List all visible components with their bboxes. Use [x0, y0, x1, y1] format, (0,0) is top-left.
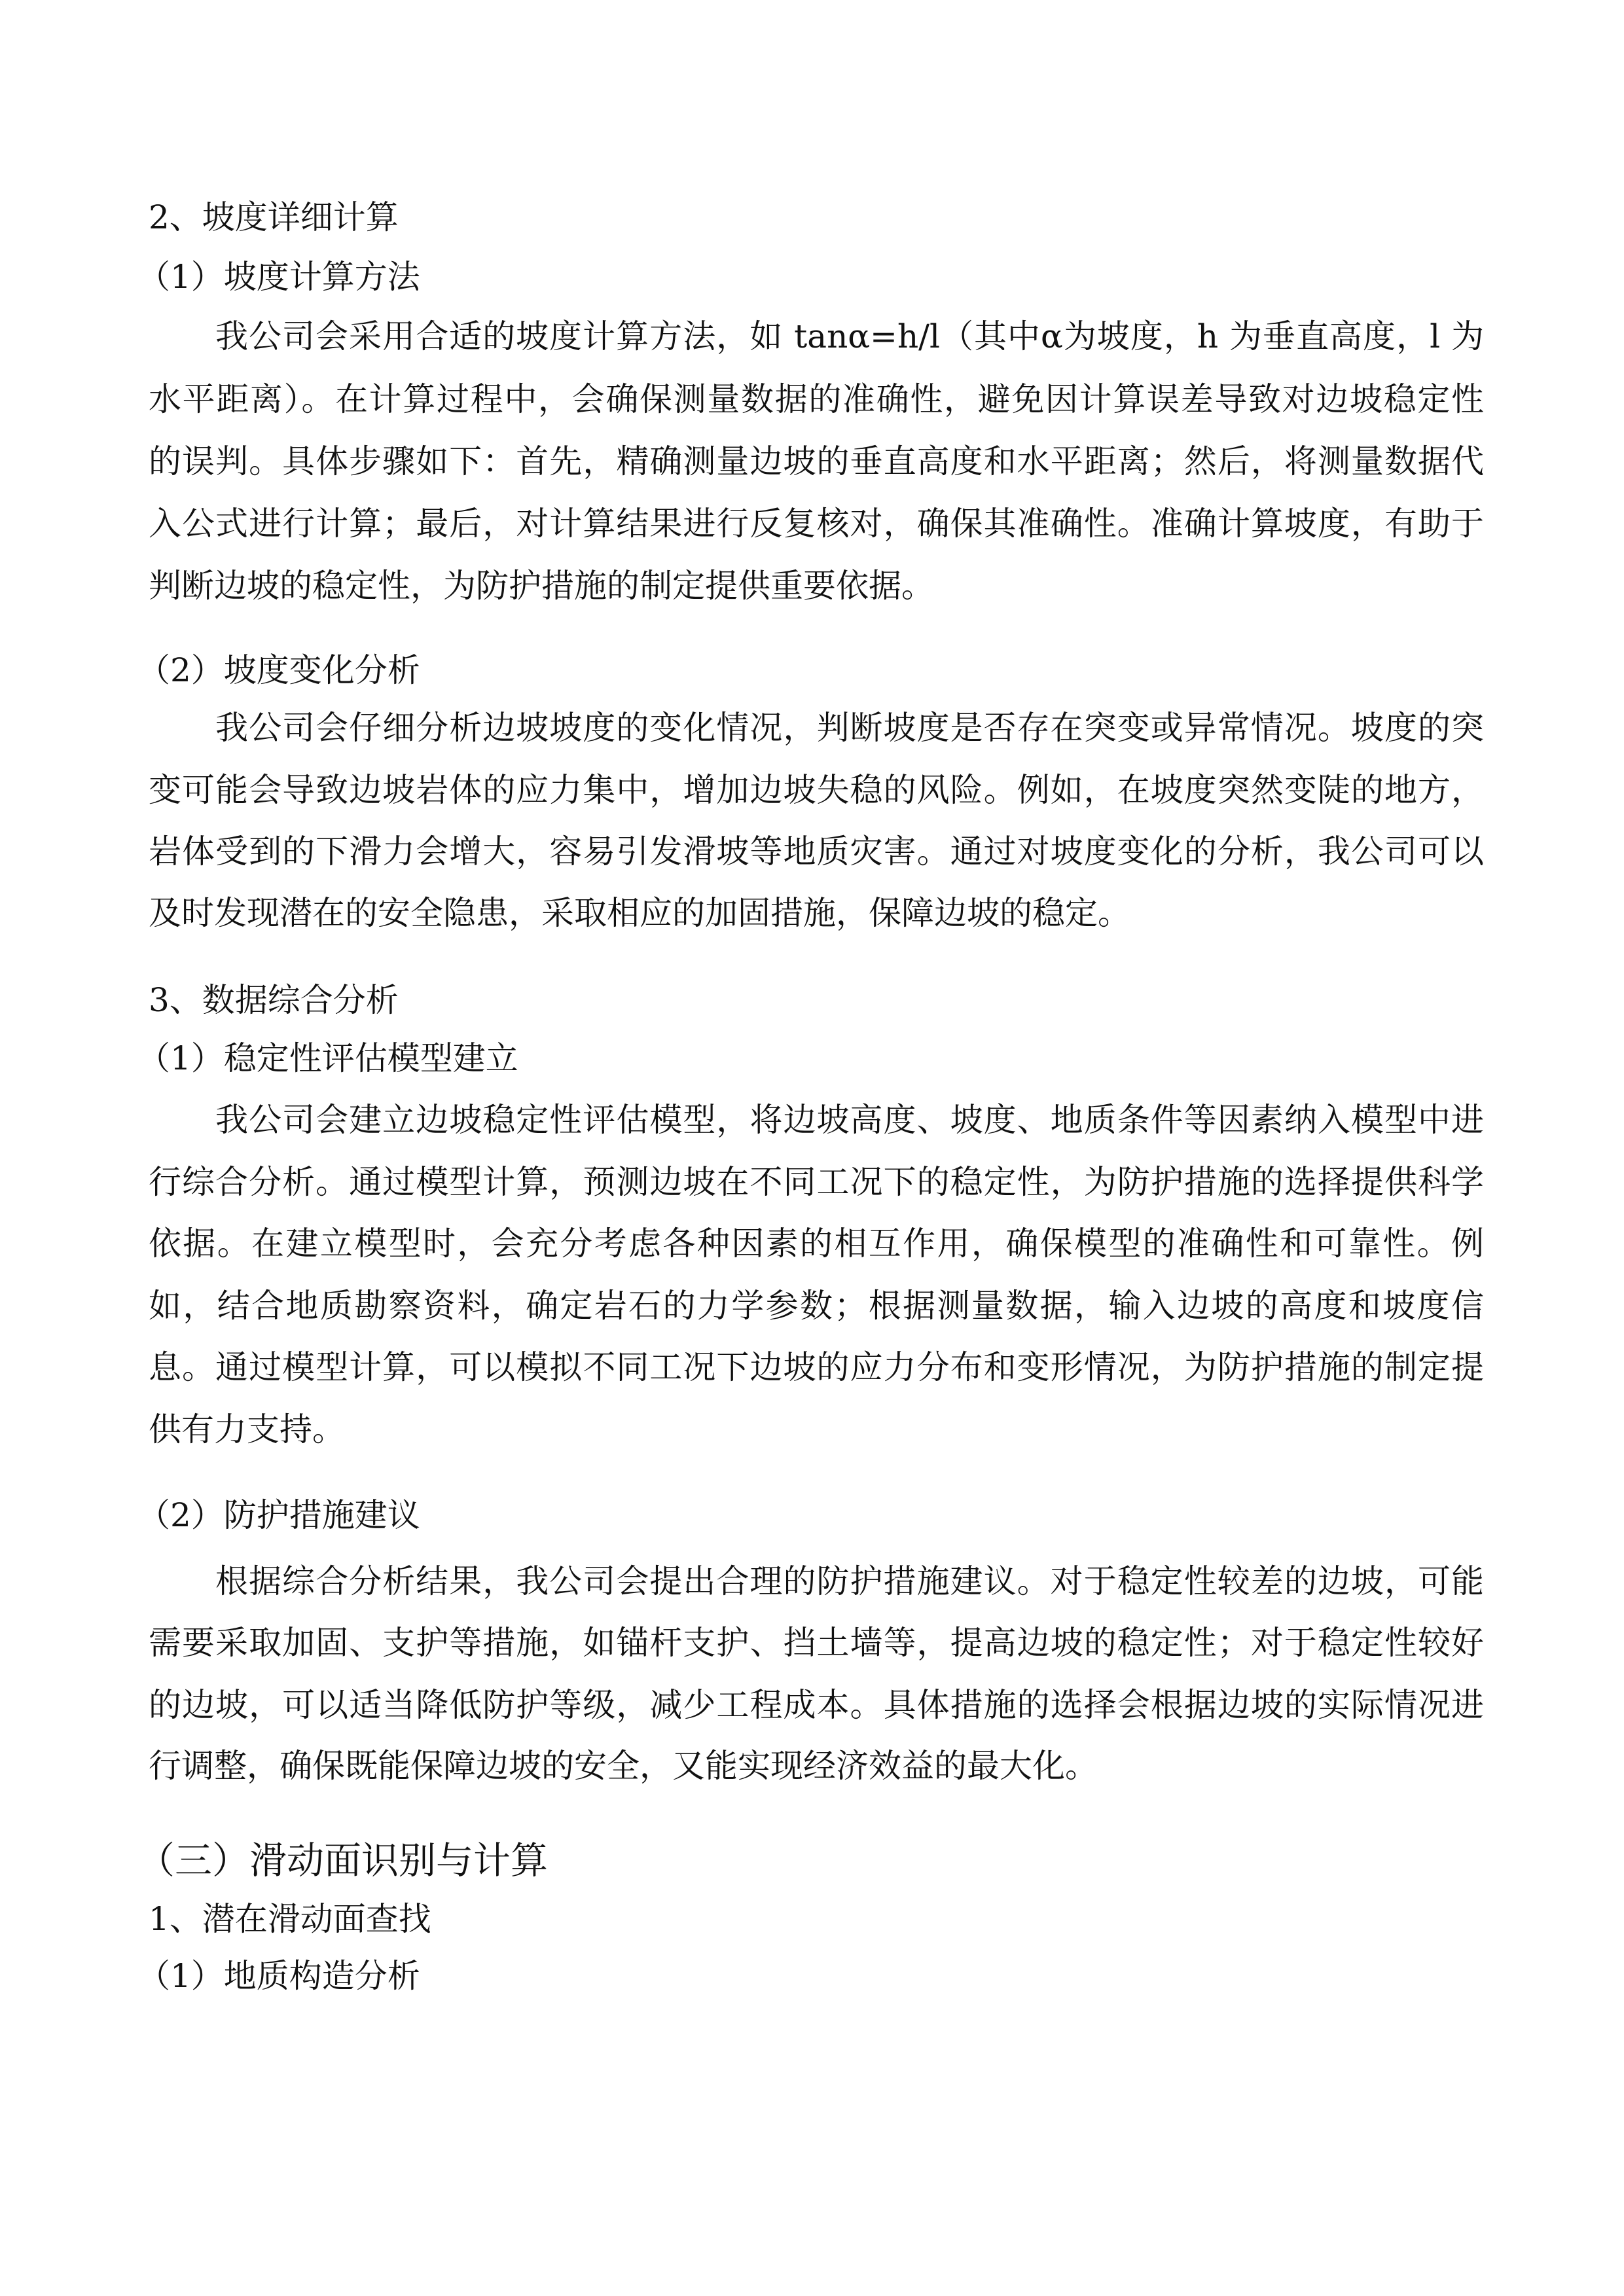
section-heading-sliding-surface: （三）滑动面识别与计算 — [137, 1839, 548, 1882]
paragraph-line: 水平距离）。在计算过程中，会确保测量数据的准确性，避免因计算误差导致对边坡稳定性 — [149, 380, 1484, 418]
paragraph-line: 如，结合地质勘察资料，确定岩石的力学参数；根据测量数据，输入边坡的高度和坡度信 — [149, 1287, 1484, 1325]
heading-potential-sliding-surface: 1、潜在滑动面查找 — [149, 1900, 431, 1938]
paragraph-line: 的边坡，可以适当降低防护等级，减少工程成本。具体措施的选择会根据边坡的实际情况进 — [149, 1686, 1484, 1724]
heading-slope-detailed-calculation: 2、坡度详细计算 — [149, 198, 399, 236]
subheading-stability-model: （1）稳定性评估模型建立 — [137, 1039, 518, 1077]
subheading-slope-change-analysis: （2）坡度变化分析 — [137, 651, 420, 689]
paragraph-line: 根据综合分析结果，我公司会提出合理的防护措施建议。对于稳定性较差的边坡，可能 — [215, 1562, 1484, 1600]
subheading-protection-measures: （2）防护措施建议 — [137, 1496, 420, 1534]
paragraph-line: 息。通过模型计算，可以模拟不同工况下边坡的应力分布和变形情况，为防护措施的制定提 — [149, 1348, 1484, 1386]
paragraph-line: 依据。在建立模型时，会充分考虑各种因素的相互作用，确保模型的准确性和可靠性。例 — [149, 1225, 1484, 1263]
paragraph-line: 需要采取加固、支护等措施，如锚杆支护、挡土墙等，提高边坡的稳定性；对于稳定性较好 — [149, 1624, 1484, 1662]
paragraph-line: 变可能会导致边坡岩体的应力集中，增加边坡失稳的风险。例如，在坡度突然变陡的地方， — [149, 771, 1484, 809]
subheading-slope-calculation-method: （1）坡度计算方法 — [137, 258, 420, 296]
paragraph-line: 及时发现潜在的安全隐患，采取相应的加固措施，保障边坡的稳定。 — [149, 894, 1130, 932]
paragraph-line: 我公司会采用合适的坡度计算方法，如 tanα=h/l（其中α为坡度，h 为垂直高度，l 为 — [215, 317, 1484, 355]
heading-data-comprehensive-analysis: 3、数据综合分析 — [149, 981, 399, 1019]
paragraph-line: 我公司会仔细分析边坡坡度的变化情况，判断坡度是否存在突变或异常情况。坡度的突 — [215, 709, 1484, 747]
paragraph-line: 行调整，确保既能保障边坡的安全，又能实现经济效益的最大化。 — [149, 1747, 1098, 1785]
paragraph-line: 判断边坡的稳定性，为防护措施的制定提供重要依据。 — [149, 567, 934, 605]
paragraph-line: 的误判。具体步骤如下：首先，精确测量边坡的垂直高度和水平距离；然后，将测量数据代 — [149, 442, 1484, 480]
paragraph-line: 我公司会建立边坡稳定性评估模型，将边坡高度、坡度、地质条件等因素纳入模型中进 — [215, 1101, 1484, 1139]
paragraph-line: 岩体受到的下滑力会增大，容易引发滑坡等地质灾害。通过对坡度变化的分析，我公司可以 — [149, 833, 1484, 870]
paragraph-line: 行综合分析。通过模型计算，预测边坡在不同工况下的稳定性，为防护措施的选择提供科学 — [149, 1163, 1484, 1201]
paragraph-line: 入公式进行计算；最后，对计算结果进行反复核对，确保其准确性。准确计算坡度，有助于 — [149, 505, 1484, 543]
subheading-geological-structure: （1）地质构造分析 — [137, 1957, 420, 1995]
paragraph-line: 供有力支持。 — [149, 1410, 345, 1448]
